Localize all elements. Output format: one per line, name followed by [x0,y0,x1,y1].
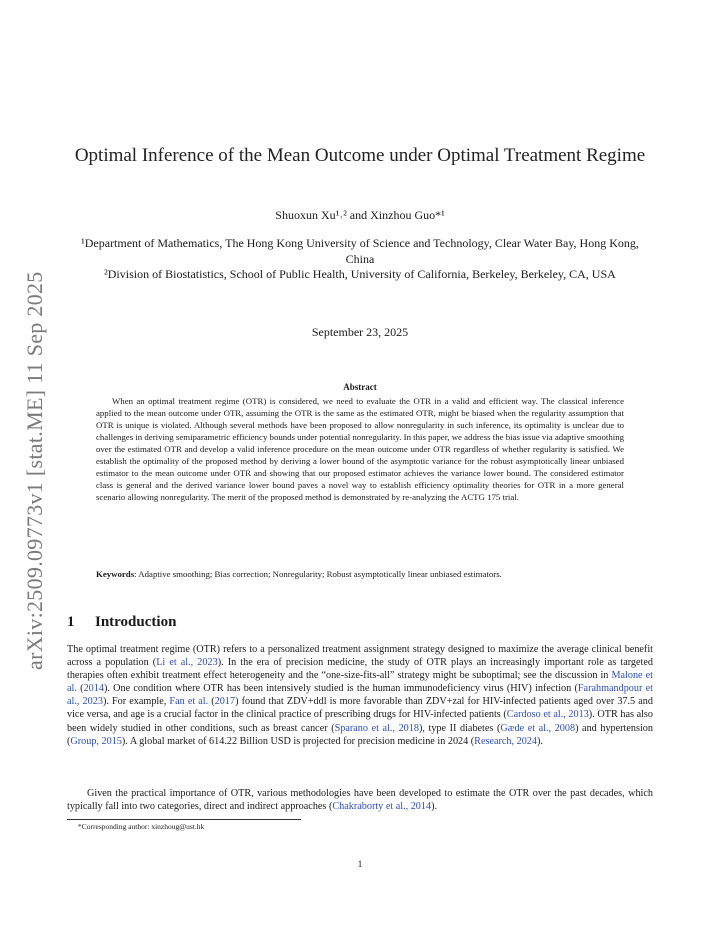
paragraph-text: ). In the era of precision medicine, the study of OTR plays an increasingly important role as targeted therapies often exhibit treatment effect heterogeneity and the “one-size-fits-all” strategy might be suboptimal; see the discussion in [67,657,653,682]
paper-authors: Shuoxun Xu¹˒² and Xinzhou Guo*¹ [275,208,445,222]
abstract-heading: Abstract [343,382,377,392]
paragraph-text: ) and hypertension ( [67,722,653,747]
citation-link[interactable]: 2014 [83,683,104,695]
arxiv-sidebar [18,250,52,670]
citation-link[interactable]: Fan et al. [169,696,209,708]
section-title: Introduction [95,614,177,630]
paragraph-text: ), type II diabetes ( [418,722,501,734]
paper-title: Optimal Inference of the Mean Outcome under Optimal Treatment Regime [74,145,646,166]
citation-link[interactable]: Gæde et al., 2008 [500,722,576,734]
paper-date: September 23, 2025 [311,325,409,339]
keywords-text: : Adaptive smoothing; Bias correction; Nonregularity; Robust asymptotically linear unbiased estimators. [134,569,502,579]
citation-link[interactable]: 2017 [214,696,236,708]
citation-link[interactable]: Cardoso et al., 2013 [506,709,589,721]
section-number: 1 [67,614,75,630]
paragraph-text: ). For example, [102,696,170,708]
page-number: 1 [357,860,363,870]
paragraph-text: The optimal treatment regime (OTR) refers to a personalized treatment assignment strategy designed to maximize the average clinical benefit across a population ( [67,644,653,669]
keywords [96,568,624,580]
intro-paragraph-2 [67,787,653,813]
section-heading [67,612,176,632]
affiliations [70,236,650,283]
paragraph-text: ). [431,801,438,813]
affiliation-1: ¹Department of Mathematics, The Hong Kong University of Science and Technology, Clear Water Bay, Hong Kong, China [81,236,639,266]
citation-link[interactable]: Malone et al. [67,670,653,695]
citation-link[interactable]: Sparano et al., 2018 [334,722,419,734]
arxiv-identifier: arXiv:2509.09773v1 [stat.ME] 11 Sep 2025 [22,271,47,670]
citation-link[interactable]: Li et al., 2023 [156,657,218,669]
keywords-label: Keywords [96,569,135,579]
paragraph-text: ( [76,683,84,695]
paragraph-text: ). [536,735,543,747]
abstract-text: When an optimal treatment regime (OTR) is considered, we need to evaluate the OTR in a valid and efficient way. The classical inference applied to the mean outcome under OTR, assuming the OTR is the same as the estimated OTR, might be biased when the regularity assumption that OTR is unique is violated. Although several methods have been proposed to allow nonregularity in such inference, its optimality is unclear due to challenges in deriving semiparametric efficiency bounds under potential nonregularity. In this paper, we address the bias issue via adaptive smoothing over the estimated OTR and develop a valid inference procedure on the mean outcome under OTR regardless of whether regularity is satisfied. We establish the optimality of the proposed method by deriving a lower bound of the asymptotic variance for the robust asymptotically linear unbiased estimator to the mean outcome under OTR and showing that our proposed estimator achieves the variance lower bound. The considered estimator class is general and the derived variance lower bound paves a novel way to establish efficiency optimality theories for OTR in a more general scenario allowing nonregularity. The merit of the proposed method is demonstrated by re-analyzing the ACTG 175 trial. [96,396,624,503]
citation-link[interactable]: Group, 2015 [70,735,122,747]
citation-link[interactable]: Chakraborty et al., 2014 [332,801,432,813]
intro-paragraph-1 [67,643,653,748]
paragraph-text: ). A global market of 614.22 Billion USD is projected for precision medicine in 2024 ( [121,735,475,747]
paragraph-text: ). OTR has also been widely studied in other conditions, such as breast cancer ( [67,709,653,734]
paragraph-text: ( [208,696,215,708]
paragraph-text: Given the practical importance of OTR, various methodologies have been developed to estimate the OTR over the past decades, which typically fall into two categories, direct and indirect approaches ( [67,788,653,813]
citation-link[interactable]: Research, 2024 [474,735,537,747]
citation-link[interactable]: Farahmandpour et al., 2023 [67,683,653,708]
footnote-divider [67,819,301,820]
affiliation-2: ²Division of Biostatistics, School of Public Health, University of California, Berkeley, Berkeley, CA, USA [104,267,616,282]
footnote-corresponding-author: *Corresponding author: xinzhoug@ust.hk [78,822,205,831]
paragraph-text: ) found that ZDV+ddl is more favorable than ZDV+zal for HIV-infected patients aged over 37.5 and vice versa, and age is a crucial factor in the clinical practice of prescribing drugs for HIV-infected patients ( [67,696,653,721]
paragraph-text: ). One condition where OTR has been intensively studied is the human immunodeficiency virus (HIV) infection ( [103,683,578,695]
